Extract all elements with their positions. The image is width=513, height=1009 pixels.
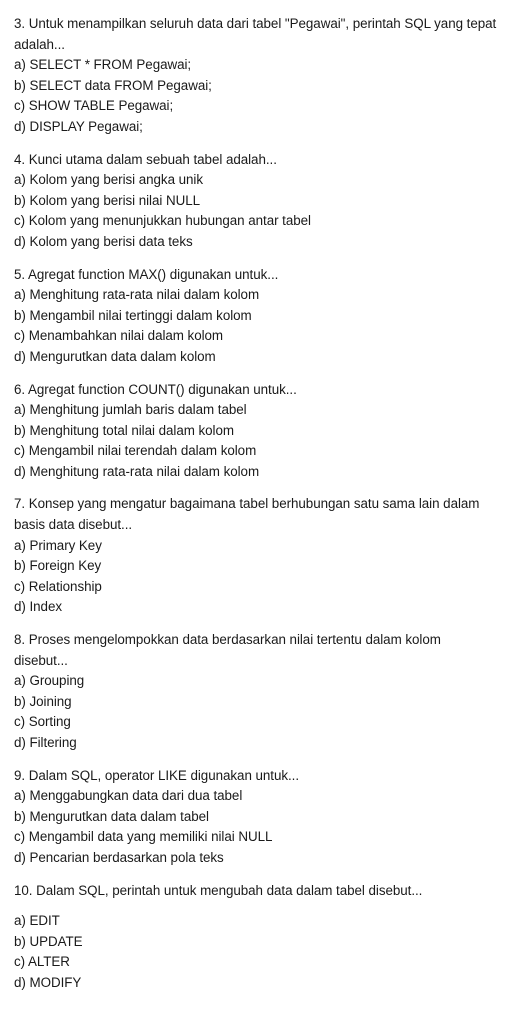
- question-text: 4. Kunci utama dalam sebuah tabel adalah...: [14, 151, 277, 167]
- option-a: a) Primary Key: [14, 537, 102, 553]
- option-d: d) Index: [14, 599, 62, 615]
- option-c: c) ALTER: [14, 954, 70, 970]
- option-b: b) SELECT data FROM Pegawai;: [14, 77, 212, 93]
- option-a: a) Kolom yang berisi angka unik: [14, 172, 203, 188]
- option-c: c) SHOW TABLE Pegawai;: [14, 98, 174, 114]
- option-c: c) Mengambil data yang memiliki nilai NULL: [14, 829, 273, 845]
- option-b: b) Foreign Key: [14, 558, 102, 574]
- question-text: 5. Agregat function MAX() digunakan untuk...: [14, 266, 279, 282]
- option-c: c) Mengambil nilai terendah dalam kolom: [14, 443, 257, 459]
- option-d: d) Menghitung rata-rata nilai dalam kolom: [14, 463, 260, 479]
- option-b: b) Kolom yang berisi nilai NULL: [14, 192, 201, 208]
- option-b: b) UPDATE: [14, 933, 83, 949]
- question-8: [14, 630, 509, 754]
- question-text: 10. Dalam SQL, perintah untuk mengubah data dalam tabel disebut...: [14, 882, 423, 898]
- quiz-document: [14, 14, 509, 1006]
- question-4: [14, 150, 509, 253]
- option-c: c) Menambahkan nilai dalam kolom: [14, 328, 224, 344]
- question-7: [14, 494, 509, 618]
- option-a: a) Grouping: [14, 673, 85, 689]
- question-5: [14, 265, 509, 368]
- option-c: c) Sorting: [14, 714, 71, 730]
- question-9: [14, 766, 509, 869]
- option-b: b) Menghitung total nilai dalam kolom: [14, 422, 234, 438]
- option-a: a) EDIT: [14, 913, 60, 929]
- option-a: a) Menghitung rata-rata nilai dalam kolom: [14, 287, 260, 303]
- option-d: d) Kolom yang berisi data teks: [14, 233, 193, 249]
- option-b: b) Mengurutkan data dalam tabel: [14, 808, 209, 824]
- option-a: a) Menggabungkan data dari dua tabel: [14, 788, 243, 804]
- option-d: d) Filtering: [14, 735, 77, 750]
- question-text: 9. Dalam SQL, operator LIKE digunakan untuk...: [14, 767, 300, 783]
- question-text: 6. Agregat function COUNT() digunakan untuk...: [14, 381, 297, 397]
- option-d: d) Mengurutkan data dalam kolom: [14, 348, 216, 364]
- question-10: [14, 881, 509, 994]
- question-text: 7. Konsep yang mengatur bagaimana tabel berhubungan satu sama lain dalam basis data disebut...: [14, 496, 480, 533]
- option-c: c) Relationship: [14, 578, 102, 594]
- option-d: d) DISPLAY Pegawai;: [14, 118, 143, 134]
- question-6: [14, 380, 509, 483]
- question-3: [14, 14, 509, 138]
- option-b: b) Mengambil nilai tertinggi dalam kolom: [14, 307, 252, 323]
- option-d: d) MODIFY: [14, 974, 82, 990]
- question-text: 8. Proses mengelompokkan data berdasarkan nilai tertentu dalam kolom disebut...: [14, 632, 441, 668]
- option-c: c) Kolom yang menunjukkan hubungan antar tabel: [14, 213, 311, 229]
- option-a: a) Menghitung jumlah baris dalam tabel: [14, 402, 247, 418]
- option-b: b) Joining: [14, 693, 72, 709]
- option-d: d) Pencarian berdasarkan pola teks: [14, 849, 224, 865]
- question-text: 3. Untuk menampilkan seluruh data dari tabel "Pegawai", perintah SQL yang tepat adalah...: [14, 16, 497, 52]
- option-a: a) SELECT * FROM Pegawai;: [14, 57, 192, 73]
